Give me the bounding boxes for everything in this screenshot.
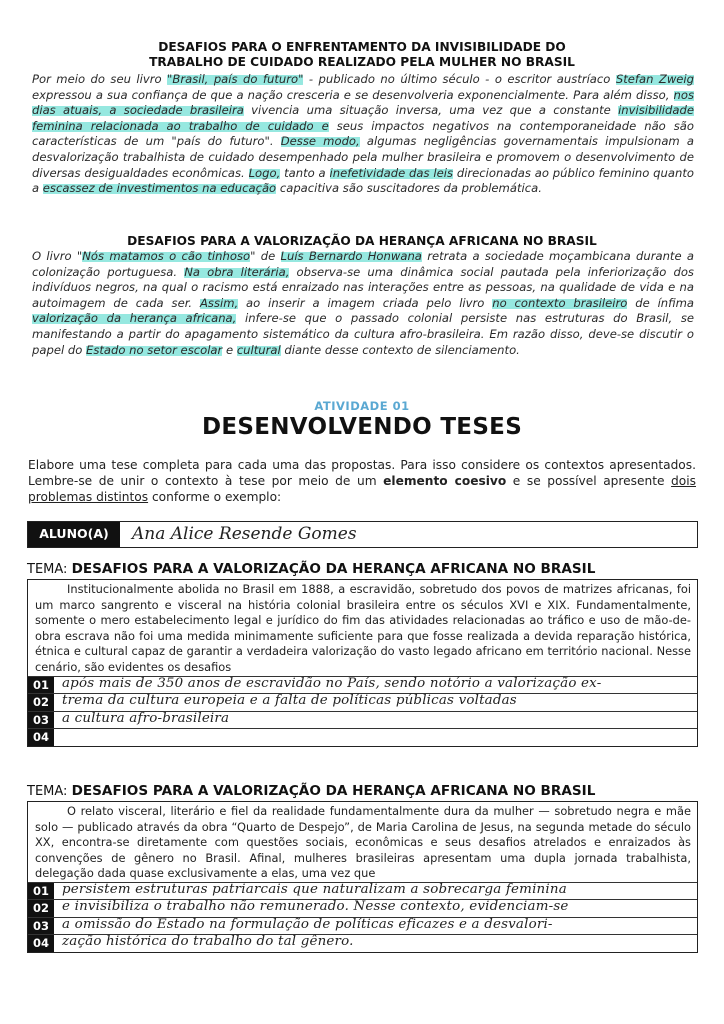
highlighted-text: Estado no setor escolar [86, 342, 223, 357]
text-run: direcionadas ao público feminino quanto a [32, 165, 694, 196]
text-run: vivencia uma situação inversa, uma vez que a constante [243, 103, 619, 118]
student-name[interactable]: Ana Alice Resende Gomes [132, 524, 357, 544]
highlighted-text: Nós matamos o cão tinhoso [82, 249, 251, 263]
highlighted-text: Desse modo, [280, 134, 360, 149]
highlighted-text: valorização da herança africana, [32, 311, 237, 326]
student-row [27, 521, 698, 548]
handwritten-answer: persistem estruturas patriarcais que naturalizam a sobrecarga feminina [62, 881, 567, 897]
text-run: tanto a [280, 165, 330, 180]
section2-title: DESAFIOS PARA A VALORIZAÇÃO DA HERANÇA AFRICANA NO BRASIL [127, 234, 597, 248]
highlighted-text: Na obra literária, [184, 264, 290, 279]
text-run: - publicado no último século - o escritor austríaco [303, 72, 616, 86]
highlighted-text: Luís Bernardo Honwana [280, 249, 422, 263]
tema2-lines [28, 882, 697, 952]
activity-instructions [28, 458, 696, 505]
tema2-box [27, 801, 698, 953]
text-run: Elabore uma tese completa para cada uma das propostas. Para isso considere os contextos apresentados. Lembre-se de unir o contexto à tese por meio de um [28, 458, 696, 488]
text-run: Por meio do seu livro [32, 72, 168, 86]
tema1-title: DESAFIOS PARA A VALORIZAÇÃO DA HERANÇA AFRICANA NO BRASIL [71, 561, 596, 577]
section1-title [34, 40, 690, 70]
answer-line[interactable] [28, 711, 697, 729]
text-run: conforme o exemplo: [148, 489, 282, 504]
text-run: ao inserir a imagem criada pelo livro [238, 295, 493, 310]
answer-line[interactable] [28, 934, 697, 952]
text-run: de ínfima [627, 295, 695, 310]
answer-line[interactable] [28, 917, 697, 935]
section1-paragraph [32, 72, 694, 197]
activity-label: ATIVIDADE 01 [314, 399, 410, 413]
handwritten-answer: após mais de 350 anos de escravidão no País, sendo notório a valorização ex- [62, 675, 602, 691]
text-run: expressou a sua confiança de que a nação cresceria e se desenvolveria exponencialmente. Para além disso, [32, 87, 674, 102]
handwritten-answer: zação histórica do trabalho do tal gênero. [62, 934, 354, 950]
tema2-title: DESAFIOS PARA A VALORIZAÇÃO DA HERANÇA AFRICANA NO BRASIL [71, 783, 596, 799]
highlighted-text: Assim, [199, 295, 239, 310]
highlighted-text: escassez de investimentos na educação [42, 181, 277, 196]
line-number: 02 [28, 694, 54, 711]
highlighted-text: "Brasil, país do futuro" [167, 72, 304, 86]
highlighted-text: Logo, [248, 165, 281, 180]
line-number: 02 [28, 900, 54, 917]
highlighted-text: no contexto brasileiro [492, 295, 628, 310]
highlighted-text: invisibilidade feminina relacionada ao trabalho de cuidado e [32, 103, 694, 133]
text-run: O livro " [32, 249, 83, 263]
text-run: algumas negligências governamentais impulsionam a desvalorização trabalhista de cuidado desempenhado pela mulher brasileira e promovem o desenvolvimento de diversas desigualdades econômicas. [32, 134, 695, 180]
tema2-context: O relato visceral, literário e fiel da realidade fundamentalmente dura da mulher — sobretudo negra e mãe solo — publicado através da obra “Quarto de Despejo”, de Maria Carolina de Jesus, na segunda metade do século XX, encontra-se diretamente com questões sociais, econômicas e seus desafios atrelados e enraizados às convenções de gênero no Brasil. Afinal, mulheres brasileiras apresentam uma dupla jornada trabalhista, delegação dada quase exclusivamente a elas, uma vez que [35, 804, 691, 881]
activity-title: DESENVOLVENDO TESES [201, 414, 523, 440]
line-number: 01 [28, 883, 54, 900]
text-run: infere-se que o passado colonial persiste nas estruturas do Brasil, se manifestando a partir do apagamento sistemático da cultura afro-brasileira. Em razão disso, deve-se discutir o papel do [32, 311, 695, 357]
text-run: e [222, 342, 237, 357]
tema2-heading [27, 783, 595, 799]
text-run: diante desse contexto de silenciamento. [280, 342, 520, 357]
text-run: retrata a sociedade moçambicana durante a colonização portuguesa. [32, 249, 694, 279]
text-run: e se possível apresente [506, 473, 672, 488]
tema2-prefix: TEMA: [27, 784, 72, 799]
section2-paragraph [32, 249, 694, 358]
line-number: 01 [28, 677, 54, 694]
section1-title-line1: DESAFIOS PARA O ENFRENTAMENTO DA INVISIBILIDADE DO [158, 40, 566, 54]
section1-title-line2: TRABALHO DE CUIDADO REALIZADO PELA MULHER NO BRASIL [149, 55, 575, 69]
tema1-prefix: TEMA: [27, 562, 72, 577]
highlighted-text: cultural [236, 342, 281, 357]
student-label: ALUNO(A) [28, 522, 120, 547]
line-number: 04 [28, 729, 54, 746]
text-run: " de [250, 249, 281, 263]
handwritten-answer: e invisibiliza o trabalho não remunerado. Nesse contexto, evidenciam-se [62, 899, 569, 915]
line-number: 03 [28, 712, 54, 729]
underlined-text: dois problemas distintos [28, 473, 696, 504]
tema1-lines [28, 676, 697, 746]
handwritten-answer: a cultura afro-brasileira [62, 710, 230, 726]
tema1-context: Institucionalmente abolida no Brasil em 1888, a escravidão, sobretudo dos povos de matrizes africanas, foi um marco sangrento e visceral na história colonial brasileira entre os séculos XVI e XIX. Fundamentalmente, somente o mero estabelecimento legal e jurídico do fim das atividades relacionadas ao tráfico e uso de mão-de-obra escrava não foi uma medida minimamente suficiente para que fosse realizada a devida reparação histórica, étnica e cultural capaz de garantir a verdadeira valorização do vasto legado africano em território nacional. Nesse cenário, são evidentes os desafios [35, 582, 691, 674]
highlighted-text: Stefan Zweig [615, 72, 695, 86]
line-number: 03 [28, 918, 54, 935]
highlighted-text: nos dias atuais, a sociedade brasileira [32, 87, 694, 118]
handwritten-answer: a omissão do Estado na formulação de políticas eficazes e a desvalori- [62, 916, 553, 932]
answer-line[interactable] [28, 899, 697, 917]
text-run: seus impactos negativos na contemporaneidade não são características de um "país do futuro". [32, 118, 695, 149]
tema1-heading [27, 561, 595, 577]
tema1-box [27, 579, 698, 747]
answer-line[interactable] [28, 882, 697, 900]
bold-text: elemento coesivo [383, 473, 507, 488]
highlighted-text: inefetividade das leis [329, 165, 453, 180]
line-number: 04 [28, 935, 54, 952]
answer-line[interactable] [28, 728, 697, 746]
text-run: observa-se uma dinâmica social pautada pela inferiorização dos indivíduos negros, na qual o racismo está enraizado nas interações entre as pessoas, na qualidade de vida e na autoimagem de cada ser. [32, 264, 694, 310]
answer-line[interactable] [28, 676, 697, 694]
text-run: capacitiva são suscitadores da problemática. [276, 181, 542, 196]
handwritten-answer: trema da cultura europeia e a falta de políticas públicas voltadas [62, 693, 517, 709]
answer-line[interactable] [28, 693, 697, 711]
